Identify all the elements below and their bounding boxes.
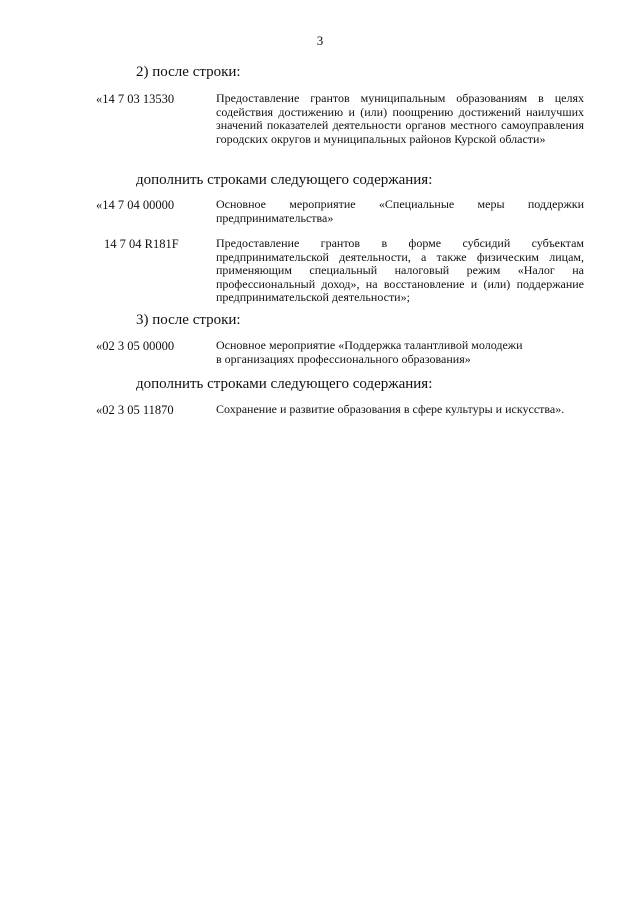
budget-description [216,339,584,366]
budget-description-line: в организациях профессионального образования» [216,351,471,366]
budget-code: «02 3 05 00000 [96,339,175,353]
budget-description: Основное мероприятие «Специальные меры поддержки предпринимательства» [216,197,584,225]
budget-description: Предоставление грантов в форме субсидий субъектам предпринимательской деятельности, а также физическим лицам, применяющим специальный налоговый режим «Налог на профессиональный доход», на восстановление и (или) поддержание предпринимательской деятельности»; [216,236,584,304]
budget-description-line: Основное мероприятие «Поддержка талантливой молодежи [216,338,523,352]
budget-code: «02 3 05 11870 [96,403,174,417]
budget-description: Предоставление грантов муниципальным образованиям в целях содействия достижению и (или) поощрению достижений наилучших значений показателей деятельности органов местного самоуправления городских округов и муниципальных районов Курской области» [216,91,584,146]
budget-code: 14 7 04 R181F [104,237,179,251]
section-heading-add-lines: дополнить строками следующего содержания: [136,376,433,392]
section-heading-add-lines: дополнить строками следующего содержания: [136,172,433,188]
budget-code: «14 7 04 00000 [96,198,175,212]
budget-code: «14 7 03 13530 [96,92,175,106]
budget-description: Сохранение и развитие образования в сфере культуры и искусства». [216,402,565,416]
section-heading-after-line: 2) после строки: [136,64,241,80]
page-number: 3 [316,33,324,48]
section-heading-after-line: 3) после строки: [136,312,241,328]
